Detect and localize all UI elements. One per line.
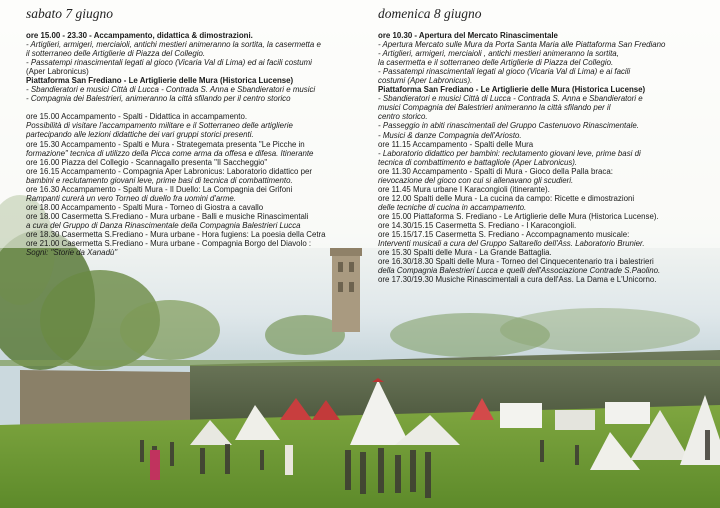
program-line: ore 15.00 - 23.30 - Accampamento, didattica & dimostrazioni. — [26, 31, 253, 40]
program-line: partecipando alle lezioni didattiche dei vari gruppi storici presenti. — [26, 130, 254, 140]
program-line: ore 18.00 Casermetta S.Frediano - Mura urbane - Balli e musiche Rinascimentali — [26, 211, 309, 221]
program-line: formazione" tecnica di utilizzo della Picca come arma da offesa e difesa. Itinerante — [26, 148, 314, 158]
program-line: ore 16.15 Accampamento - Compagnia Aper Labronicus: Laboratorio didattico per — [26, 166, 312, 176]
day-heading: domenica 8 giugno — [378, 6, 482, 21]
program-line: ore 12.00 Spalti delle Mura - La cucina da campo: Ricette e dimostrazioni — [378, 193, 635, 203]
program-line: - Passatempi rinascimentali legati al gioco (Vicaria Val di Lima) ed ai facili costumi — [26, 58, 312, 68]
program-line: Piattaforma San Frediano - Le Artiglierie delle Mura (Historica Lucense) — [26, 76, 294, 86]
program-line: ore 18.00 Accampamento - Spalti Mura - Torneo di Giostra a cavallo — [26, 202, 264, 212]
program-line: - Compagnia dei Balestrieri, animeranno la città sfilando per il centro storico — [26, 94, 291, 104]
program-line: ore 16.00 Piazza del Collegio - Scannagallo presenta "Il Saccheggio" — [26, 157, 268, 167]
program-line: delle tecniche di cucina in accampamento. — [378, 202, 527, 212]
program-line: ore 15.30 Accampamento - Spalti e Mura - Strategemata presenta "Le Picche in — [26, 139, 305, 149]
program-line: Sogni: "Storie da Xanadù" — [26, 248, 118, 258]
program-line: ore 17.30/19.30 Musiche Rinascimentali a cura dell'Ass. La Dama e L'Unicorno. — [378, 275, 657, 285]
program-line: Possibilità di visitare l'accampamento militare e il Sotterraneo delle artiglierie — [26, 121, 293, 131]
saturday-column — [26, 6, 366, 257]
program-line: tecnica di combattimento e battagliole (Aper Labronicus). — [378, 157, 578, 167]
program-line: centro storico. — [378, 112, 428, 122]
program-line: - Laboratorio didattico per bambini: reclutamento giovani leve, prime basi di — [378, 148, 641, 158]
program-line: - Sbandieratori e musici Città di Lucca - Contrada S. Anna e Sbandieratori e — [378, 94, 643, 104]
program-line: ore 10.30 - Apertura del Mercato Rinascimentale — [378, 31, 558, 40]
program-line: ore 18.30 Casermetta S.Frediano - Mura urbane - Hora fugiens: La poesia della Cetra — [26, 229, 326, 239]
program-line: ore 15.00 Accampamento - Spalti - Didattica in accampamento. — [26, 112, 248, 122]
program-line: ore 16.30 Accampamento - Spalti Mura - Il Duello: La Compagnia dei Grifoni — [26, 184, 293, 194]
program-line: - Musici & danze Compagnia dell'Ariosto. — [378, 130, 522, 140]
program-line: della Compagnia Balestrieri Lucca e quelli dell'Associazione Contrade S.Paolino. — [378, 266, 661, 276]
sunday-column — [378, 6, 718, 284]
program-line: ore 11.15 Accampamento - Spalti delle Mura — [378, 139, 534, 149]
program-line: ore 15.00 Piattaforma S. Frediano - Le Artiglierie delle Mura (Historica Lucense). — [378, 211, 659, 221]
program-line: la casermetta e il sotterraneo delle Artiglierie di Piazza del Collegio. — [378, 58, 614, 68]
program-line: (Aper Labronicus) — [26, 67, 89, 77]
program-line: ore 16.30/18.30 Spalti delle Mura - Torneo del Cinquecentenario tra i balestrieri — [378, 257, 654, 267]
program-line: costumi (Aper Labronicus). — [378, 76, 473, 86]
program-line: Piattaforma San Frediano - Le Artiglierie delle Mura (Historica Lucense) — [378, 85, 646, 95]
program-line: ore 15.15/17.15 Casermetta S. Frediano - Accompagnamento musicale: — [378, 230, 630, 240]
program-line: il sotterraneo delle Artiglierie di Piazza del Collegio. — [26, 49, 206, 59]
program-line: - Apertura Mercato sulle Mura da Porta Santa Maria alle Piattaforma San Frediano — [378, 40, 666, 50]
program-line: rievocazione del gioco con cui si allenavano gli scudieri. — [378, 175, 574, 185]
program-line: musici Compagnia dei Balestrieri animeranno la città sfilando per il — [378, 103, 611, 113]
program-line: - Passeggio in abiti rinascimentali del Gruppo Castenuovo Rinascimentale. — [378, 121, 639, 131]
program-line: - Passatempi rinascimentali legati al gioco (Vicaria Val di Lima) e ai facili — [378, 67, 631, 77]
program-line: ore 21.00 Casermetta S.Frediano - Mura urbane - Compagnia Borgo del Diavolo : — [26, 239, 312, 249]
spacer — [26, 103, 366, 112]
program-line: a cura del Gruppo di Danza Rinascimentale della Compagnia Balestrieri Lucca — [26, 220, 301, 230]
program-line: - Artiglieri, armigeri, merciaioli, antichi mestieri animeranno la sortita, la casermetta e — [26, 40, 321, 50]
program-line: Interventi musicali a cura del Gruppo Saltarello dell'Ass. Laboratorio Brunier. — [378, 239, 645, 249]
program-line: ore 15.30 Spalti delle Mura - La Grande Battaglia. — [378, 248, 552, 258]
program-line: ore 11.45 Mura urbane I Karacongioli (itinerante). — [378, 184, 550, 194]
program-line: ore 14.30/15.15 Casermetta S. Frediano - I Karacongioli. — [378, 220, 577, 230]
program-line: ore 11.30 Accampamento - Spalti di Mura - Gioco della Palla braca: — [378, 166, 613, 176]
day-heading: sabato 7 giugno — [26, 6, 114, 21]
program-line: Rampanti curerà un vero Torneo di duello fra uomini d'arme. — [26, 193, 236, 203]
program-line: - Sbandieratori e musici Città di Lucca - Contrada S. Anna e Sbandieratori e musici — [26, 85, 316, 95]
program-line: - Artiglieri, armigeri, merciaioli , antichi mestieri animeranno la sortita, — [378, 49, 619, 59]
program-line: bambini e reclutamento giovani leve, prime basi di tecnica di combattimento. — [26, 175, 293, 185]
